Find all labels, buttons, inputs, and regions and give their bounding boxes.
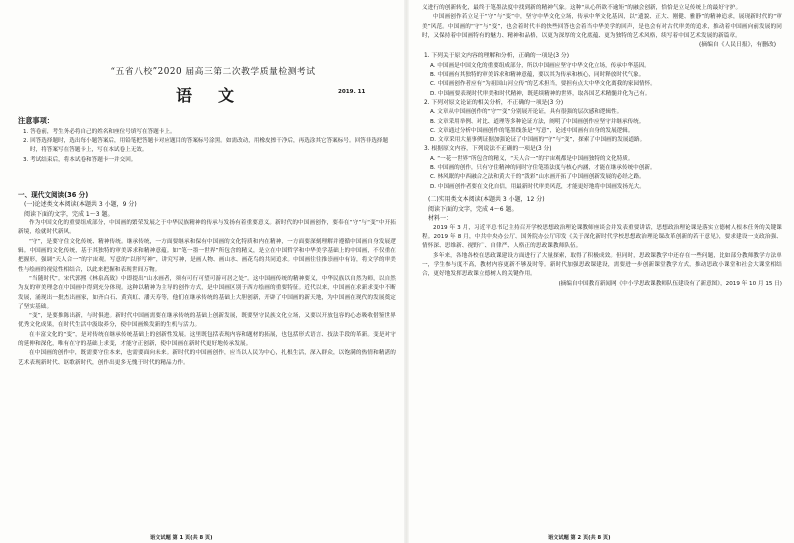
exam-date: 2019. 11 [338,89,366,95]
exam-title: “五省八校”2020 届高三第二次教学质量检测考试 [110,67,316,77]
passage-paragraph: “变”，是要推陈出新，与时俱进。新时代中国画需要在继承传统的基础上创新发展，既要坚守民族文化立场，又要以开放包容的心态吸收借鉴世界优秀文化成果，在时代生活中汲取养分，使中国画焕发新的生机与活力。 [18,313,396,329]
question-option: D. 中国画创作者要在文化自信，用最新时代审美风范，才能更好地将中国画发扬光大。 [430,183,645,190]
material-paragraph: 多年来，各地各校在思政课建设方面进行了大量探索，取得了积极成效。但同时，思政课教学中还存在一些问题，比如部分教师教学方法单一，学生参与度不高，教材内容更新不够及时等。新时代加强思政课建设，需要进一步创新课堂教学方式，推动思政小课堂和社会大课堂相结合，更好地发挥思政课立德树人的关键作用。 [422,252,782,278]
question-stem: 3. 根据原文内容，下列说法不正确的一项是(3 分) [424,146,552,153]
question-option: C. 中国画创作者应有“为祖国山河立传”的艺术担当，要担有点大中华文化离我的家园情怀。 [430,81,656,88]
passage-paragraph: 在丰富文化的“变”，是对传统在继承传统基础上的创新性发展。这里既包括表现内容和题材的拓展，也包括形式语言、技法手段的革新。变是对守的延伸和深化，唯有在守的基础上求变，才能守正创新，使中国画在新时代更好地传承发展。 [18,331,396,348]
right-page-footer: 语文试题 第 2 页(共 8 页) [548,535,611,541]
page-fold [404,0,409,543]
question-option: B. 中国画的创作，只有守住精神的同时守住笔墨法度与核心内涵，才能在继承传统中创新。 [430,165,656,172]
question-option: C. 文章通过分析中国画创作的笔墨线条是“写意”，论述中国画有自身的发展逻辑。 [430,127,634,134]
question-option: B. 中国画有其独特的审美诉求和精神意蕴，要以其为传承和核心，同时释放时代气象。 [430,72,645,79]
subject-title: 语文 [176,86,261,105]
question-option: A. 中国画是中国文化的重要组成部分，所以中国画应坚守中华文化立场，传承中华基因。 [430,62,650,69]
passage-paragraph: 作为中国文化的重要组成部分，中国画的繁荣发展之于中华民族精神的传承与发扬有着重要意义。新时代的中国画创作，要奉在“守”与“变”中开拓新境，绘就时代新风。 [18,220,396,236]
left-page-footer: 语文试题 第 1 页(共 8 页) [150,535,213,541]
notes-heading: 注意事项： [18,116,54,125]
passage-paragraph: 义进行的创新转化，最终于笔墨法度中找到新的精神气象。这种“从心所欲不逾矩”的融会创新，恰恰是立足传统上的最好守护。 [422,5,742,11]
material-paragraph: 2019 年 3 月，习近平总书记主持召开学校思想政治理论课教师座谈会并发表重要讲话，思想政治理论课是落实立德树人根本任务的关键课程。2019 年 8 月，中共中央办公厅、国务院办公厅印发《关于深化新时代学校思想政治理论课改革创新的若干意见》，要求建设一支政治强、情怀深、思维新、视野广、自律严、人格正的思政课教师队伍。 [422,224,782,250]
question-option: A. 文章从中国画创作的“守”“变”分别展开论证，具有很强的层次感和逻辑性。 [430,109,623,116]
question-option: C. 林风眠的中西融合之法和黄大千的“泼彩”山水画开拓了中国画创新发展的必经之路。 [430,174,645,181]
passage-paragraph: 中国画创作若立足于“守”与“变”中，坚守中华文化立场，传承中华文化基因，以“遗貌、正大、刚健、雅静”的精神追求，展现新时代的“审美”风范。中国画的“守”与“变”，也会着时代丰的快些回答也会着当中华美学的回声，是也会有对古代审美的追求，推动着中国画向前发展的同时，又保持着中国画特有的魅力、精神和品格，以更为深厚的文化底蕴、更为独特的艺术风格，续写着中国艺术发展的新篇章。 [422,14,782,39]
section1-heading: 一、现代文阅读(36 分) [18,191,89,199]
passage-paragraph: 在中国画的创作中，既需要守住本来，也需要面向未来。新时代的中国画创作，应当以人民为中心，扎根生活，深入群众，以饱满的热情和精湛的艺术表现新时代、讴歌新时代，创作出更多无愧于时代的精品力作。 [18,350,396,366]
passage-source: (摘编自《人民日报》，有删改) [699,42,776,49]
note-item: 3. 考试结束后，将本试卷和答题卡一并交回。 [23,156,137,163]
material-reference: (摘编自中国教育新闻网《中小学思政课教师队伍建设有了新意图》，2019 年 10 月 15 日) [558,280,782,287]
left-page [18,4,396,527]
question-option: B. 文章采用举例、对比、道理等多种论证方法，阐明了中国画创作应坚守并继承传统。 [430,118,645,125]
question-option: D. 文章采用大量事例证据加强论证了中国画的“守”与“变”，探索了中国画的发展道路。 [430,137,646,144]
section2-heading: (二)实用类文本阅读(本题共 3 小题，12 分) [428,195,545,203]
note-item: 1. 答卷前，考生务必将自己的姓名和座位号填写在答题卡上。 [23,129,176,135]
section1-body [18,190,396,368]
passage-paragraph: “当随时代”。宋代郭熙《林泉高致》中即提出“山水画者，须有可行可望可游可居之处”。这中国画传统的精神要义，中华民族以自然为师，以自然为友的审美理念在中国画中得到充分体现。这种以精神为主导的创作方式，是中国画区别于西方绘画的重要特征。近代以来，中国画在求新求变中不断发展，涌现出一批杰出画家，如齐白石、黄宾虹、潘天寿等，他们在继承传统的基础上大胆创新，开辟了中国画的新天地，为中国画在现代的发展奠定了坚实基础。 [18,275,396,310]
question-stem: 2. 下列对原文论证的相关分析，不正确的一项是(3 分) [424,99,564,106]
note-item: 2. 回答选择题时，选出每小题答案后，用铅笔把答题卡对应题目的答案标号涂黑。如需改动，用橡皮擦干净后，再选涂其它答案标号。回答非选择题时，将答案写在答题卡上，写在本试卷上无效。 [23,138,389,154]
right-page [422,4,782,527]
section1-sub-heading: (一)论述类文本阅读(本题共 3 小题，9 分) [24,201,137,208]
section1-instruction: 阅读下面的文字，完成 1～3 题。 [24,210,114,218]
notes-block [18,116,396,165]
question-option: D. 中国画要表现时代审美和时代精神，既延续精神的世界，取各国艺术精髓并化为己有。 [430,90,651,97]
passage-paragraph: “守”，是要守住文化传统、精神传统。继承传统，一方面要继承和保有中国画的文化特质和内在精神，一方面要深刻理解并遵循中国画自身发展逻辑。中国画的文化传统，基于其独特的审美诉求和精神意蕴。如“笔一墨一世界”所包含的精义，是立在中国哲学和中华美学基础上的中国画，不仅重在把握形，强调“天人合一”的宇宙观。写意的“以形写神”，讲究写神，是画人物、画山水、画花鸟的共同追求。中国画往往推崇画中有诗，将文学的审美性与绘画的视觉性相结合，以此来把握和表现世间万物。 [18,238,396,273]
question-stem: 1. 下列关于原文内容的理解和分析，正确的一项是(3 分) [424,53,569,60]
section2-instruction: 阅读下面的文字，完成 4～6 题。 [428,205,518,213]
material-label: 材料一： [428,215,453,223]
question-option: A. “一花一世界”所包含的精义，“天人合一”的宇宙观都是中国画独特的文化特质。 [430,155,634,162]
